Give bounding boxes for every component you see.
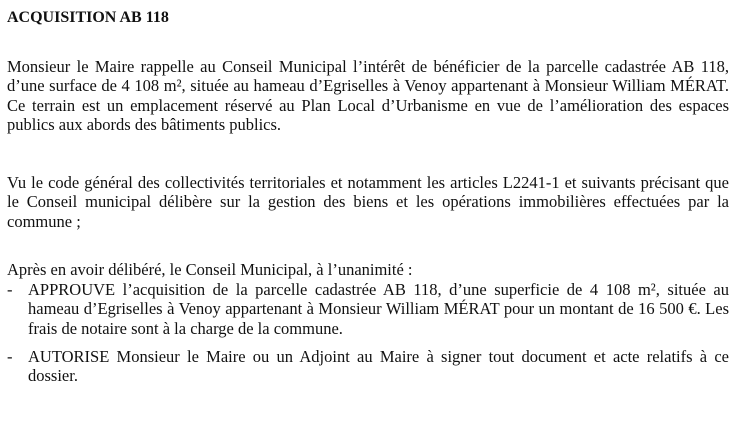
decision-item-approve bbox=[7, 280, 729, 338]
paragraph-legal-basis: Vu le code général des collectivités territoriales et notamment les articles L2241-1 et suivants précisant que le Conseil municipal délibère sur la gestion des biens et les opérations immobilières effectuées par la commune ; bbox=[7, 173, 729, 231]
list-dash: - bbox=[7, 280, 13, 299]
decision-list-approve bbox=[7, 280, 729, 338]
paragraph-recall: Monsieur le Maire rappelle au Conseil Municipal l’intérêt de bénéficier de la parcelle cadastrée AB 118, d’une surface de 4 108 m², située au hameau d’Egriselles à Venoy appartenant à Monsieur William MÉRAT. Ce terrain est un emplacement réservé au Plan Local d’Urbanisme en vue de l’amélioration des espaces publics aux abords des bâtiments publics. bbox=[7, 57, 729, 135]
document-title: ACQUISITION AB 118 bbox=[7, 9, 169, 26]
decision-item-authorize bbox=[7, 347, 729, 386]
decision-text-authorize: AUTORISE Monsieur le Maire ou un Adjoint au Maire à signer tout document et acte relatifs à ce dossier. bbox=[28, 347, 729, 386]
paragraph-deliberation: Après en avoir délibéré, le Conseil Municipal, à l’unanimité : bbox=[7, 260, 413, 279]
list-dash: - bbox=[7, 347, 13, 366]
decision-list-authorize bbox=[7, 347, 729, 386]
decision-text-approve: APPROUVE l’acquisition de la parcelle cadastrée AB 118, d’une superficie de 4 108 m², située au hameau d’Egriselles à Venoy appartenant à Monsieur William MÉRAT pour un montant de 16 500 €. Les frais de notaire sont à la charge de la commune. bbox=[28, 280, 729, 338]
